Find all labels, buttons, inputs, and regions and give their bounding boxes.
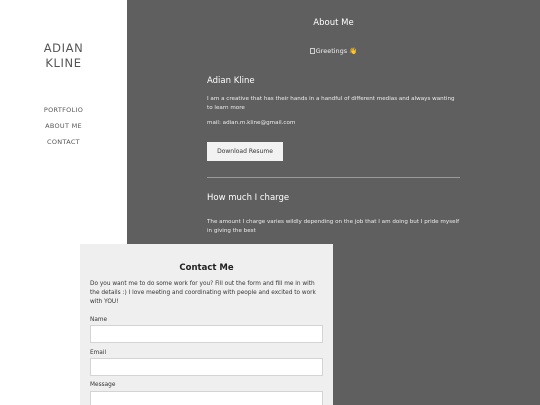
download-resume-button[interactable]: Download Resume [207, 142, 283, 161]
contact-text: Do you want me to do some work for you? Fill out the form and fill me in with the details :) I love meeting and coordinating with people and excited to work with YOU! [90, 281, 316, 305]
name-input[interactable] [90, 325, 323, 343]
broken-image-icon [310, 48, 315, 54]
contact-card [80, 244, 333, 405]
email-label: Email [90, 350, 107, 356]
name-label: Name [90, 317, 108, 323]
message-input[interactable] [90, 391, 323, 405]
brand-logo[interactable] [0, 41, 127, 71]
email-input[interactable] [90, 358, 323, 376]
greetings-image-alt: Greetings 👋 [315, 47, 358, 55]
section-divider [207, 177, 460, 178]
nav-portfolio[interactable]: PORTFOLIO [43, 106, 84, 114]
sidebar-nav [0, 105, 127, 153]
charge-text: The amount I charge varies wildly depending on the job that I am doing but I pride myself in giving the best [207, 219, 460, 234]
contact-title: Contact Me [179, 263, 234, 273]
profile-mail: mail: adian.m.kline@gmail.com [207, 120, 296, 126]
message-label: Message [90, 382, 116, 388]
brand-line-2: KLINE [45, 56, 82, 70]
greetings-image [127, 47, 540, 55]
brand-line-1: ADIAN [43, 41, 84, 55]
nav-about-me[interactable]: ABOUT ME [45, 122, 82, 130]
page-title: About Me [313, 18, 354, 28]
charge-heading: How much I charge [207, 193, 290, 203]
nav-contact[interactable]: CONTACT [47, 138, 80, 146]
profile-name: Adian Kline [207, 76, 255, 86]
profile-bio: I am a creative that has their hands in a handful of different medias and always wanting to learn more [207, 96, 455, 111]
